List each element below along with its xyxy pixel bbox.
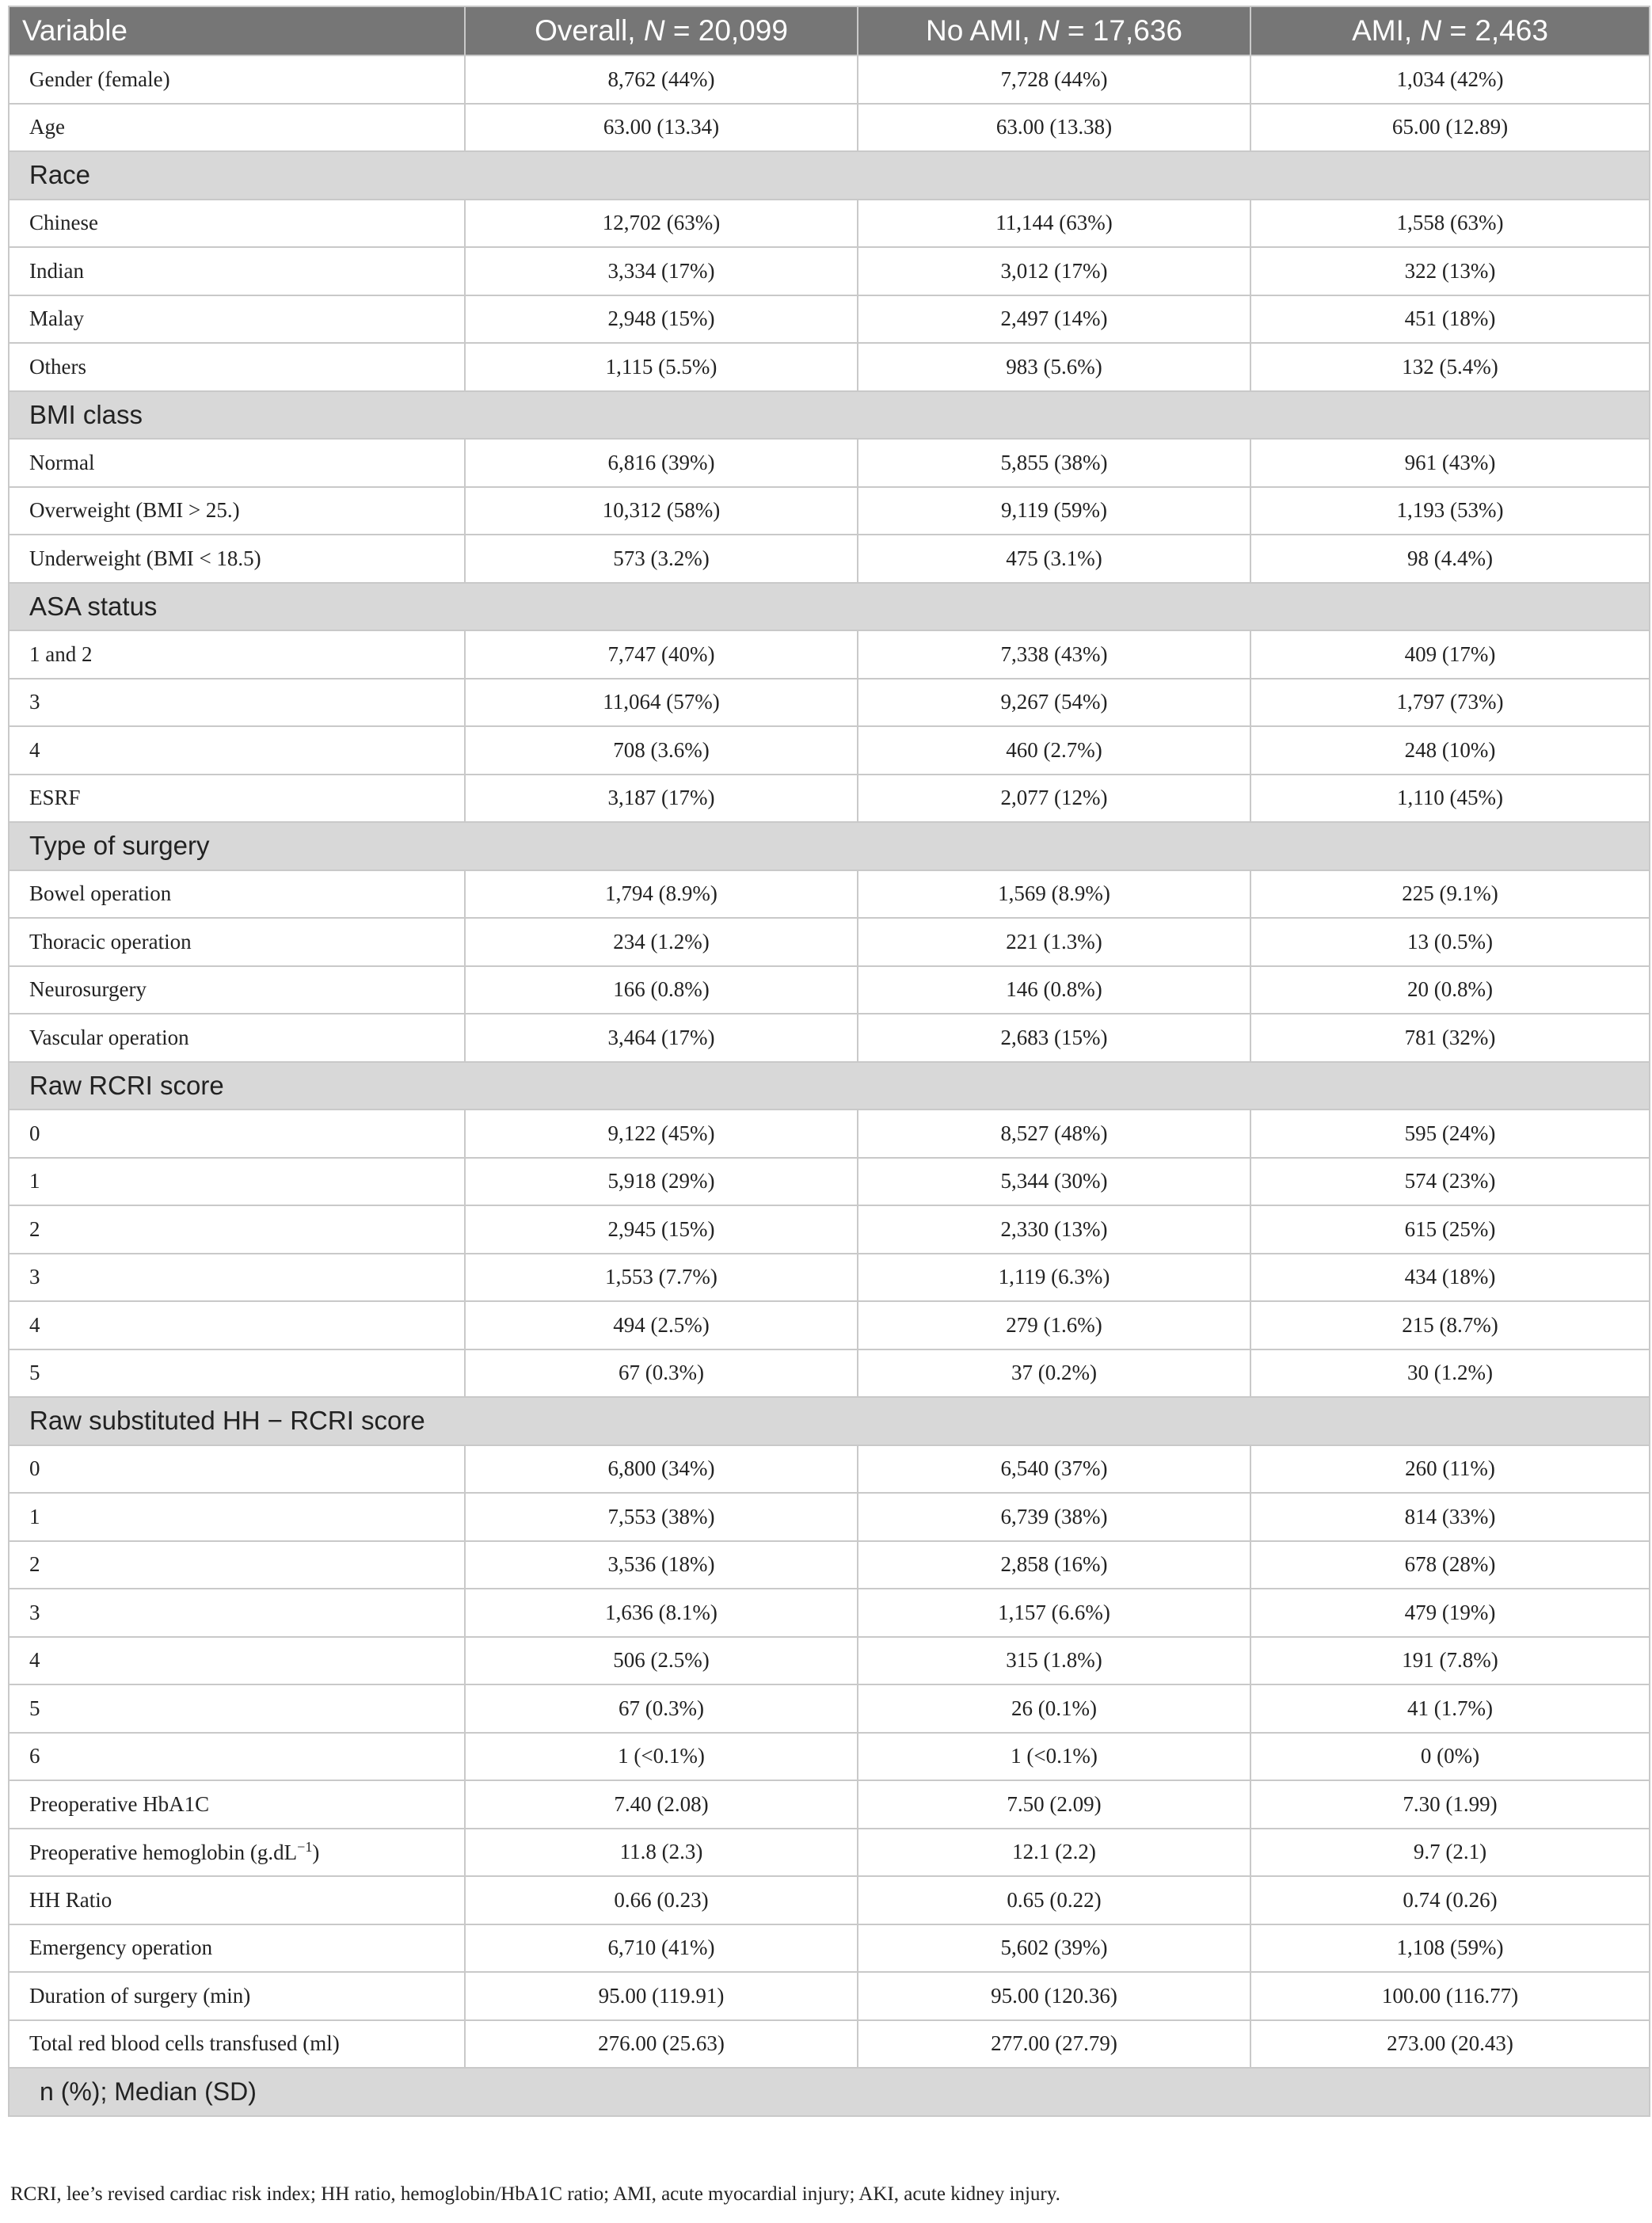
cell-no-ami: 6,540 (37%)	[858, 1445, 1250, 1494]
cell-no-ami: 2,077 (12%)	[858, 775, 1250, 823]
row-label: 1 and 2	[9, 630, 465, 679]
cell-no-ami: 37 (0.2%)	[858, 1349, 1250, 1398]
cell-overall: 11,064 (57%)	[465, 679, 858, 727]
header-ami-prefix: AMI,	[1352, 14, 1421, 47]
cell-no-ami: 3,012 (17%)	[858, 247, 1250, 295]
table-row	[9, 775, 1650, 823]
cell-overall: 8,762 (44%)	[465, 55, 858, 104]
table-row	[9, 1158, 1650, 1206]
cell-ami: 434 (18%)	[1250, 1254, 1650, 1302]
cell-ami: 451 (18%)	[1250, 295, 1650, 344]
cell-no-ami: 2,858 (16%)	[858, 1541, 1250, 1589]
cell-ami: 215 (8.7%)	[1250, 1301, 1650, 1349]
cell-no-ami: 2,497 (14%)	[858, 295, 1250, 344]
cell-ami: 814 (33%)	[1250, 1493, 1650, 1541]
header-ami-value: = 2,463	[1441, 14, 1548, 47]
table-row	[9, 1110, 1650, 1158]
table-row	[9, 966, 1650, 1014]
cell-no-ami: 5,855 (38%)	[858, 439, 1250, 487]
row-label-superscript: −1	[297, 1839, 313, 1856]
table-row	[9, 1205, 1650, 1254]
table-row	[9, 1301, 1650, 1349]
cell-no-ami: 63.00 (13.38)	[858, 104, 1250, 152]
row-label: 1	[9, 1493, 465, 1541]
table-row	[9, 1254, 1650, 1302]
cell-ami: 574 (23%)	[1250, 1158, 1650, 1206]
table-row	[9, 1780, 1650, 1829]
header-no-ami	[858, 6, 1250, 55]
row-label: Total red blood cells transfused (ml)	[9, 2020, 465, 2069]
cell-overall: 0.66 (0.23)	[465, 1876, 858, 1924]
cell-no-ami: 1,157 (6.6%)	[858, 1589, 1250, 1637]
cell-overall: 6,816 (39%)	[465, 439, 858, 487]
section-row	[9, 583, 1650, 631]
cell-overall: 3,464 (17%)	[465, 1014, 858, 1062]
row-label-text: Preoperative hemoglobin (g.dL	[29, 1840, 298, 1865]
cell-ami: 13 (0.5%)	[1250, 918, 1650, 966]
cell-ami: 595 (24%)	[1250, 1110, 1650, 1158]
cell-ami: 225 (9.1%)	[1250, 870, 1650, 919]
row-label: 3	[9, 679, 465, 727]
section-row	[9, 1062, 1650, 1110]
header-noami-prefix: No AMI,	[926, 14, 1038, 47]
row-label: Malay	[9, 295, 465, 344]
cell-ami: 1,558 (63%)	[1250, 200, 1650, 248]
header-ami	[1250, 6, 1650, 55]
cell-ami: 65.00 (12.89)	[1250, 104, 1650, 152]
row-label: Chinese	[9, 200, 465, 248]
cell-overall: 67 (0.3%)	[465, 1684, 858, 1733]
cell-ami: 7.30 (1.99)	[1250, 1780, 1650, 1829]
cell-overall: 63.00 (13.34)	[465, 104, 858, 152]
table-row	[9, 1972, 1650, 2020]
row-label: 1	[9, 1158, 465, 1206]
cell-no-ami: 277.00 (27.79)	[858, 2020, 1250, 2069]
cell-no-ami: 475 (3.1%)	[858, 535, 1250, 583]
table-row	[9, 679, 1650, 727]
cell-no-ami: 279 (1.6%)	[858, 1301, 1250, 1349]
cell-no-ami: 12.1 (2.2)	[858, 1829, 1250, 1877]
header-overall-value: = 20,099	[664, 14, 788, 47]
cell-ami: 248 (10%)	[1250, 726, 1650, 775]
cell-no-ami: 0.65 (0.22)	[858, 1876, 1250, 1924]
row-label: 5	[9, 1349, 465, 1398]
cell-ami: 41 (1.7%)	[1250, 1684, 1650, 1733]
baseline-characteristics-table	[8, 6, 1650, 2117]
cell-overall: 67 (0.3%)	[465, 1349, 858, 1398]
row-label: Emergency operation	[9, 1924, 465, 1973]
row-label: Neurosurgery	[9, 966, 465, 1014]
cell-overall: 3,334 (17%)	[465, 247, 858, 295]
cell-no-ami: 8,527 (48%)	[858, 1110, 1250, 1158]
cell-no-ami: 5,602 (39%)	[858, 1924, 1250, 1973]
cell-overall: 10,312 (58%)	[465, 487, 858, 535]
cell-no-ami: 9,119 (59%)	[858, 487, 1250, 535]
cell-ami: 191 (7.8%)	[1250, 1637, 1650, 1685]
row-label: Thoracic operation	[9, 918, 465, 966]
cell-no-ami: 983 (5.6%)	[858, 343, 1250, 391]
cell-overall: 3,536 (18%)	[465, 1541, 858, 1589]
cell-overall: 7,747 (40%)	[465, 630, 858, 679]
row-label: 4	[9, 726, 465, 775]
cell-overall: 7.40 (2.08)	[465, 1780, 858, 1829]
cell-ami: 260 (11%)	[1250, 1445, 1650, 1494]
row-label: Age	[9, 104, 465, 152]
cell-overall: 5,918 (29%)	[465, 1158, 858, 1206]
row-label: Preoperative HbA1C	[9, 1780, 465, 1829]
cell-overall: 1,115 (5.5%)	[465, 343, 858, 391]
row-label	[9, 1829, 465, 1877]
cell-ami: 479 (19%)	[1250, 1589, 1650, 1637]
cell-ami: 781 (32%)	[1250, 1014, 1650, 1062]
cell-ami: 0.74 (0.26)	[1250, 1876, 1650, 1924]
cell-ami: 678 (28%)	[1250, 1541, 1650, 1589]
cell-overall: 708 (3.6%)	[465, 726, 858, 775]
table-row	[9, 918, 1650, 966]
table-row	[9, 1349, 1650, 1398]
table-row	[9, 1684, 1650, 1733]
section-row	[9, 391, 1650, 440]
cell-no-ami: 7,338 (43%)	[858, 630, 1250, 679]
cell-ami: 132 (5.4%)	[1250, 343, 1650, 391]
section-row	[9, 822, 1650, 870]
section-label: Race	[9, 151, 1650, 200]
table-row	[9, 487, 1650, 535]
cell-ami: 1,108 (59%)	[1250, 1924, 1650, 1973]
table-row	[9, 1589, 1650, 1637]
table-row	[9, 870, 1650, 919]
section-label: Raw substituted HH − RCRI score	[9, 1397, 1650, 1445]
cell-overall: 1,794 (8.9%)	[465, 870, 858, 919]
cell-ami: 1,034 (42%)	[1250, 55, 1650, 104]
cell-overall: 494 (2.5%)	[465, 1301, 858, 1349]
cell-overall: 9,122 (45%)	[465, 1110, 858, 1158]
cell-no-ami: 1,119 (6.3%)	[858, 1254, 1250, 1302]
section-row	[9, 151, 1650, 200]
section-label: Raw RCRI score	[9, 1062, 1650, 1110]
cell-no-ami: 6,739 (38%)	[858, 1493, 1250, 1541]
cell-overall: 11.8 (2.3)	[465, 1829, 858, 1877]
table-row	[9, 1733, 1650, 1781]
header-overall	[465, 6, 858, 55]
cell-ami: 20 (0.8%)	[1250, 966, 1650, 1014]
row-label: 3	[9, 1589, 465, 1637]
cell-ami: 273.00 (20.43)	[1250, 2020, 1650, 2069]
row-label: 4	[9, 1637, 465, 1685]
table-row	[9, 1445, 1650, 1494]
row-label: Indian	[9, 247, 465, 295]
cell-overall: 7,553 (38%)	[465, 1493, 858, 1541]
table-row	[9, 1541, 1650, 1589]
row-label: 4	[9, 1301, 465, 1349]
table-row	[9, 1924, 1650, 1973]
row-label: Duration of surgery (min)	[9, 1972, 465, 2020]
cell-overall: 1,553 (7.7%)	[465, 1254, 858, 1302]
cell-overall: 2,945 (15%)	[465, 1205, 858, 1254]
section-label: ASA status	[9, 583, 1650, 631]
cell-overall: 3,187 (17%)	[465, 775, 858, 823]
cell-no-ami: 11,144 (63%)	[858, 200, 1250, 248]
header-variable: Variable	[9, 6, 465, 55]
table-row	[9, 1014, 1650, 1062]
cell-no-ami: 146 (0.8%)	[858, 966, 1250, 1014]
cell-no-ami: 7,728 (44%)	[858, 55, 1250, 104]
cell-ami: 1,797 (73%)	[1250, 679, 1650, 727]
cell-ami: 30 (1.2%)	[1250, 1349, 1650, 1398]
table-row	[9, 2020, 1650, 2069]
cell-ami: 1,110 (45%)	[1250, 775, 1650, 823]
cell-no-ami: 1 (<0.1%)	[858, 1733, 1250, 1781]
header-overall-n: N	[643, 14, 665, 47]
footer-row	[9, 2068, 1650, 2116]
cell-no-ami: 9,267 (54%)	[858, 679, 1250, 727]
table-row	[9, 247, 1650, 295]
row-label: HH Ratio	[9, 1876, 465, 1924]
row-label: 0	[9, 1110, 465, 1158]
cell-no-ami: 221 (1.3%)	[858, 918, 1250, 966]
cell-no-ami: 2,683 (15%)	[858, 1014, 1250, 1062]
cell-overall: 573 (3.2%)	[465, 535, 858, 583]
section-label: BMI class	[9, 391, 1650, 440]
row-label: 2	[9, 1205, 465, 1254]
table-row	[9, 104, 1650, 152]
cell-no-ami: 26 (0.1%)	[858, 1684, 1250, 1733]
row-label: Others	[9, 343, 465, 391]
row-label: Overweight (BMI > 25.)	[9, 487, 465, 535]
cell-ami: 0 (0%)	[1250, 1733, 1650, 1781]
cell-overall: 6,800 (34%)	[465, 1445, 858, 1494]
cell-overall: 95.00 (119.91)	[465, 1972, 858, 2020]
cell-overall: 1 (<0.1%)	[465, 1733, 858, 1781]
cell-ami: 9.7 (2.1)	[1250, 1829, 1650, 1877]
table-row	[9, 343, 1650, 391]
table-footer: n (%); Median (SD)	[9, 2068, 1650, 2116]
table-container	[8, 6, 1649, 2117]
table-row	[9, 535, 1650, 583]
table-row	[9, 200, 1650, 248]
cell-no-ami: 7.50 (2.09)	[858, 1780, 1250, 1829]
row-label: 5	[9, 1684, 465, 1733]
cell-ami: 1,193 (53%)	[1250, 487, 1650, 535]
cell-no-ami: 5,344 (30%)	[858, 1158, 1250, 1206]
table-row	[9, 726, 1650, 775]
cell-overall: 276.00 (25.63)	[465, 2020, 858, 2069]
cell-no-ami: 2,330 (13%)	[858, 1205, 1250, 1254]
table-body	[9, 55, 1650, 2068]
header-noami-value: = 17,636	[1059, 14, 1182, 47]
cell-no-ami: 1,569 (8.9%)	[858, 870, 1250, 919]
header-ami-n: N	[1420, 14, 1442, 47]
table-note: RCRI, lee’s revised cardiac risk index; HH ratio, hemoglobin/HbA1C ratio; AMI, acute myocardial injury; AKI, acute kidney injury.	[10, 2183, 1060, 2205]
table-row	[9, 1493, 1650, 1541]
cell-no-ami: 315 (1.8%)	[858, 1637, 1250, 1685]
row-label: Vascular operation	[9, 1014, 465, 1062]
cell-overall: 12,702 (63%)	[465, 200, 858, 248]
row-label: 6	[9, 1733, 465, 1781]
cell-ami: 961 (43%)	[1250, 439, 1650, 487]
cell-overall: 166 (0.8%)	[465, 966, 858, 1014]
row-label: Gender (female)	[9, 55, 465, 104]
header-row	[9, 6, 1650, 55]
row-label: Underweight (BMI < 18.5)	[9, 535, 465, 583]
cell-overall: 506 (2.5%)	[465, 1637, 858, 1685]
row-label: Bowel operation	[9, 870, 465, 919]
cell-ami: 409 (17%)	[1250, 630, 1650, 679]
cell-no-ami: 460 (2.7%)	[858, 726, 1250, 775]
header-noami-n: N	[1037, 14, 1060, 47]
table-row	[9, 630, 1650, 679]
section-label: Type of surgery	[9, 822, 1650, 870]
header-overall-prefix: Overall,	[535, 14, 644, 47]
table-row	[9, 1876, 1650, 1924]
cell-overall: 1,636 (8.1%)	[465, 1589, 858, 1637]
cell-ami: 322 (13%)	[1250, 247, 1650, 295]
row-label: 0	[9, 1445, 465, 1494]
row-label: 3	[9, 1254, 465, 1302]
cell-overall: 234 (1.2%)	[465, 918, 858, 966]
cell-ami: 615 (25%)	[1250, 1205, 1650, 1254]
table-row	[9, 439, 1650, 487]
row-label: 2	[9, 1541, 465, 1589]
cell-ami: 100.00 (116.77)	[1250, 1972, 1650, 2020]
row-label-tail: )	[312, 1840, 320, 1865]
row-label: Normal	[9, 439, 465, 487]
table-row	[9, 55, 1650, 104]
table-row	[9, 295, 1650, 344]
cell-ami: 98 (4.4%)	[1250, 535, 1650, 583]
row-label: ESRF	[9, 775, 465, 823]
table-row	[9, 1637, 1650, 1685]
cell-overall: 6,710 (41%)	[465, 1924, 858, 1973]
cell-overall: 2,948 (15%)	[465, 295, 858, 344]
section-row	[9, 1397, 1650, 1445]
table-row	[9, 1829, 1650, 1877]
cell-no-ami: 95.00 (120.36)	[858, 1972, 1250, 2020]
